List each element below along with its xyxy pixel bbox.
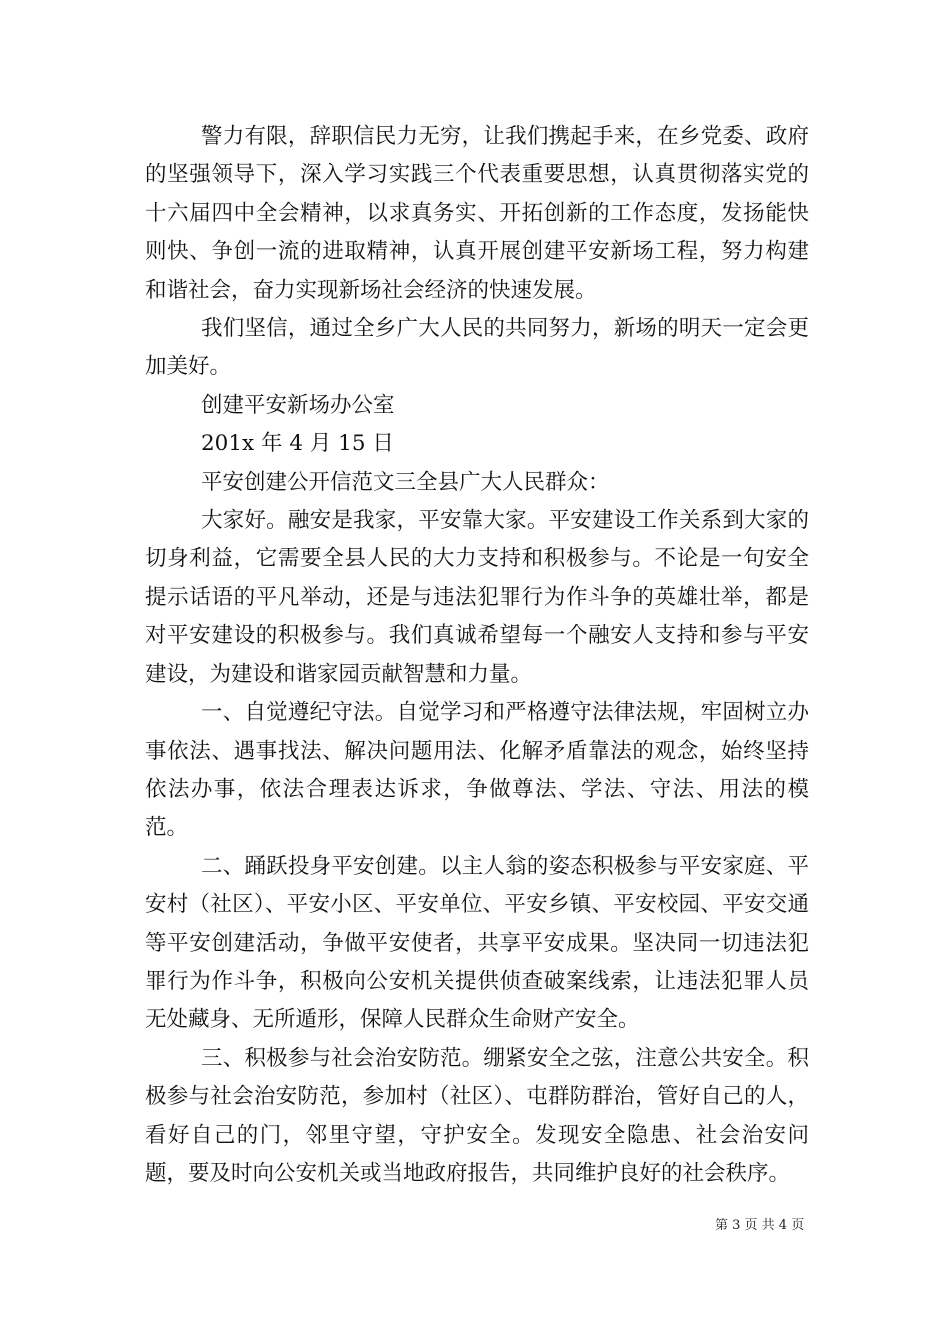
page-number: 第 3 页 共 4 页 [715, 1218, 805, 1233]
paragraph-point-one: 一、自觉遵纪守法。自觉学习和严格遵守法律法规，牢固树立办事依法、遇事找法、解决问题用法、化解矛盾靠法的观念，始终坚持依法办事，依法合理表达诉求，争做尊法、学法、守法、用法的模范。 [145, 700, 809, 841]
signature-office: 创建平安新场办公室 [201, 392, 395, 418]
paragraph-greeting: 大家好。融安是我家，平安靠大家。平安建设工作关系到大家的切身利益，它需要全县人民的大力支持和积极参与。不论是一句安全提示话语的平凡举动，还是与违法犯罪行为作斗争的英雄壮举，都是对平安建设的积极参与。我们真诚希望每一个融安人支持和参与平安建设，为建设和谐家园贡献智慧和力量。 [145, 508, 809, 687]
document-body [145, 118, 809, 1193]
paragraph-point-two: 二、踊跃投身平安创建。以主人翁的姿态积极参与平安家庭、平安村（社区）、平安小区、平安单位、平安乡镇、平安校园、平安交通等平安创建活动，争做平安使者，共享平安成果。坚决同一切违法犯罪行为作斗争，积极向公安机关提供侦查破案线索，让违法犯罪人员无处藏身、无所遁形，保障人民群众生命财产安全。 [145, 853, 809, 1033]
signature-date: 201x 年 4 月 15 日 [201, 431, 394, 457]
letter-heading: 平安创建公开信范文三全县广大人民群众： [201, 469, 610, 495]
paragraph-closing-appeal: 警力有限，辞职信民力无穷，让我们携起手来，在乡党委、政府的坚强领导下，深入学习实践三个代表重要思想，认真贯彻落实党的十六届四中全会精神，以求真务实、开拓创新的工作态度，发扬能快则快、争创一流的进取精神，认真开展创建平安新场工程，努力构建和谐社会，奋力实现新场社会经济的快速发展。 [145, 124, 809, 303]
paragraph-point-three: 三、积极参与社会治安防范。绷紧安全之弦，注意公共安全。积极参与社会治安防范，参加村（社区）、屯群防群治，管好自己的人，看好自己的门，邻里守望，守护安全。发现安全隐患、社会治安问题，要及时向公安机关或当地政府报告，共同维护良好的社会秩序。 [145, 1045, 809, 1186]
paragraph-belief: 我们坚信，通过全乡广大人民的共同努力，新场的明天一定会更加美好。 [145, 316, 809, 380]
